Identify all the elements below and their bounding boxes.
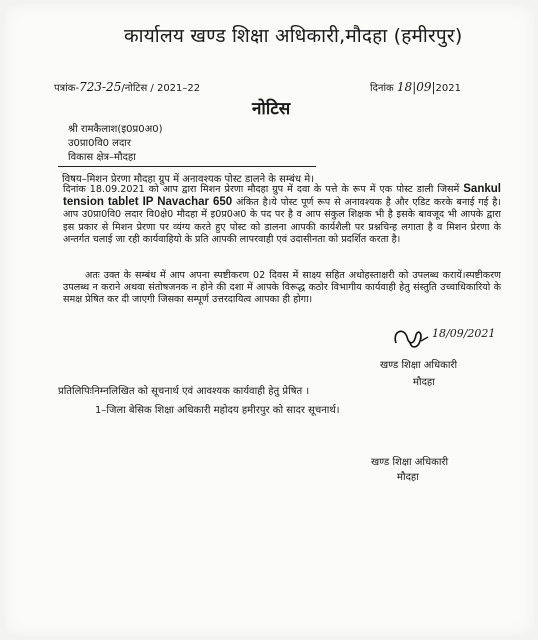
copy-to-line: प्रतिलिपिःनिम्नलिखित को सूचनार्थ एवं आवश्यक कार्यवाही हेतु प्रेषित । bbox=[58, 386, 310, 397]
date-label: दिनांक bbox=[370, 83, 394, 94]
addressee-divider bbox=[58, 166, 316, 167]
signature-1-designation: खण्ड शिक्षा अधिकारी bbox=[380, 360, 458, 371]
body-paragraph-2: अतः उक्त के सम्बंध में आप अपना स्पष्टीकरण 02 दिवस में साक्ष्य सहित अधोहस्ताक्षरी को उपलब्ध करायें।स्पष्टीकरण उपलब्ध न कराने अथवा संतोषजनक न होने की दशा में आपके विरूद्ध कठोर विभागीय कार्यवाही हेतु संस्तुति उच्चाधिकारियो के समक्ष प्रेषित कर दी जाएगी जिसका सम्पूर्ण उत्तरदायित्व आपका ही होगा। bbox=[63, 270, 501, 306]
signature-block-1 bbox=[380, 323, 500, 371]
issue-date bbox=[370, 80, 461, 94]
subject-line: विषय–मिशन प्रेरणा मौदहा ग्रुप में अनावश्यक पोस्ट डालने के सम्बंध मे। bbox=[62, 174, 314, 185]
date-handwritten: 18|09| bbox=[396, 80, 436, 94]
addressee-name: श्री रामकैलाश(इ0प्र0अ0) bbox=[68, 124, 163, 135]
notice-page bbox=[4, 4, 534, 636]
body-p1-english: Sankul tension tablet IP Navachar 650 bbox=[63, 183, 501, 209]
notice-title: नोटिस bbox=[252, 99, 291, 119]
ref-prefix: पत्रांक- bbox=[54, 83, 80, 94]
ref-number-handwritten: 723-25 bbox=[79, 80, 122, 94]
signature-2-designation: खण्ड शिक्षा अधिकारी bbox=[371, 457, 449, 468]
signature-1-place: मौदहा bbox=[413, 377, 435, 388]
body-p1-text-b: अंकित है।ये पोस्ट पूर्ण रूप से अनावश्यक है और एडिट करके बनाई गई है।आप उ0प्रा0वि0 लदार वि0क्षे0 मौदहा में इ0प्र0अ0 के पद पर है व आप संकुल शिक्षक भी है इसके बावजूद भी आपके द्वारा इस प्रकार से मिशन प्रेरणा पर व्यंग्य करते हुए पोस्ट को डालना आपकी कार्यशैली पर प्रश्नचिन्ह लगाता है व मिशन प्रेरणा के अन्तर्गत चलाई जा रही कार्यवाहियो के प्रति आपकी लापरवाही एवं उदासीनता को प्रदर्शित करता है। bbox=[63, 197, 501, 245]
reference-number bbox=[54, 80, 200, 94]
office-title: कार्यालय खण्ड शिक्षा अधिकारी,मौदहा (हमीरपुर) bbox=[124, 25, 463, 47]
copy-to-item-1: 1–जिला बेसिक शिक्षा अधिकारी महोदय हमीरपुर को सादर सूचनार्थ। bbox=[95, 405, 340, 416]
date-year: 2021 bbox=[435, 83, 461, 94]
addressee-school: उ0प्रा0वि0 लदार bbox=[68, 138, 131, 149]
signature-date: 18/09/2021 bbox=[432, 327, 496, 340]
signature-2-place: मौदहा bbox=[397, 472, 419, 483]
body-paragraph-1 bbox=[63, 183, 501, 246]
ref-suffix: /नोटिस / 2021–22 bbox=[121, 83, 201, 94]
body-p1-text-a: दिनांक 18.09.2021 को आप द्वारा मिशन प्रेरणा मौदहा ग्रुप में दवा के पत्ते के रूप में एक पोस्ट डाली जिसमें bbox=[63, 184, 460, 195]
addressee-block: विकास क्षेत्र–मौदहा bbox=[68, 152, 136, 163]
